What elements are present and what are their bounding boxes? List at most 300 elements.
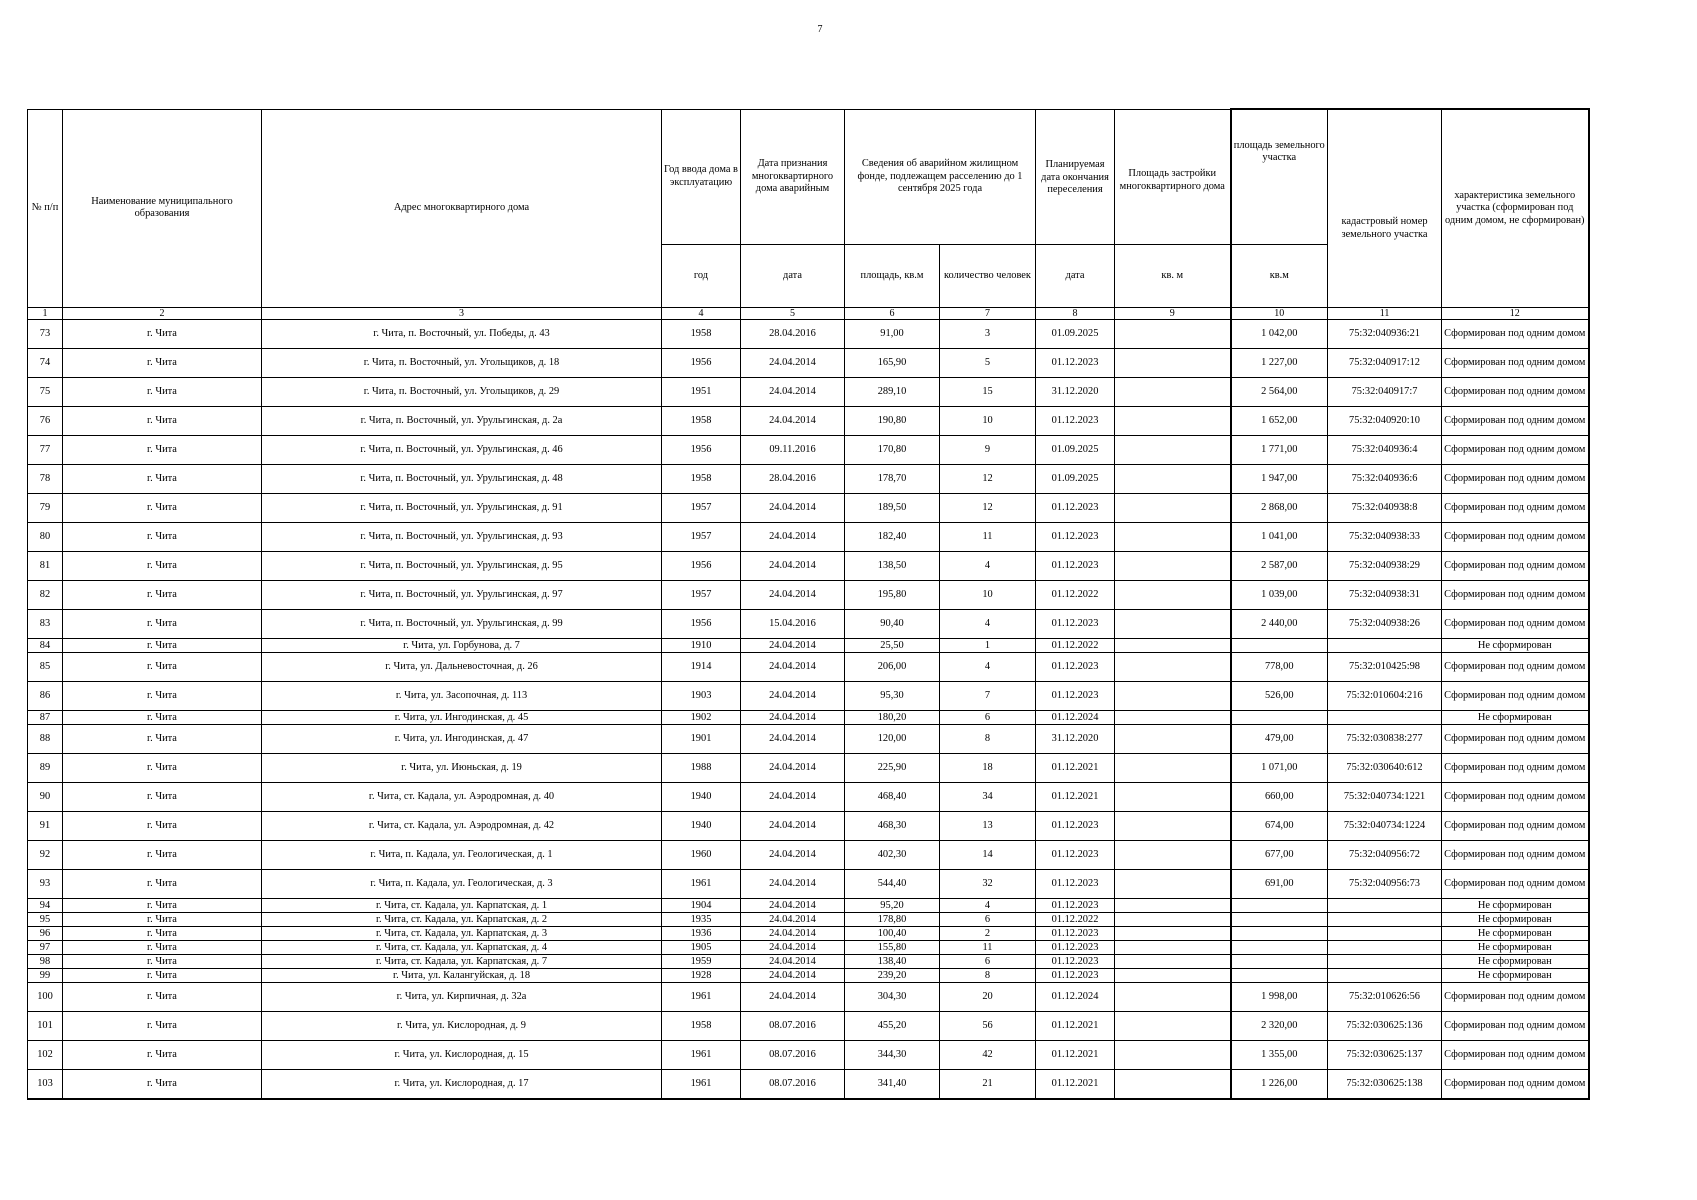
cell-commission-year: 1940 (662, 812, 741, 841)
cell-land-area: 1 355,00 (1231, 1041, 1328, 1070)
cell-land-area (1231, 941, 1328, 955)
cell-commission-year: 1940 (662, 783, 741, 812)
cell-emergency-date: 24.04.2014 (741, 841, 845, 870)
cell-row-number: 74 (28, 349, 63, 378)
cell-municipality: г. Чита (63, 465, 262, 494)
cell-address: г. Чита, п. Восточный, ул. Урульгинская, д. 95 (262, 552, 662, 581)
cell-people: 9 (940, 436, 1036, 465)
cell-municipality: г. Чита (63, 552, 262, 581)
table-row (28, 899, 1589, 913)
column-number: 12 (1442, 308, 1589, 320)
cell-commission-year: 1960 (662, 841, 741, 870)
cell-building-area (1115, 955, 1231, 969)
cell-planned-date: 01.12.2023 (1036, 927, 1115, 941)
cell-land-characteristic: Сформирован под одним домом (1442, 465, 1589, 494)
table-row (28, 941, 1589, 955)
cell-cadastral-number: 75:32:030625:138 (1328, 1070, 1442, 1100)
cell-land-characteristic: Не сформирован (1442, 941, 1589, 955)
cell-address: г. Чита, ул. Кирпичная, д. 32а (262, 983, 662, 1012)
cell-land-area (1231, 711, 1328, 725)
cell-planned-date: 01.12.2023 (1036, 407, 1115, 436)
cell-cadastral-number (1328, 899, 1442, 913)
table-row (28, 349, 1589, 378)
cell-people: 6 (940, 913, 1036, 927)
cell-planned-date: 01.12.2021 (1036, 1012, 1115, 1041)
cell-building-area (1115, 711, 1231, 725)
cell-cadastral-number: 75:32:040920:10 (1328, 407, 1442, 436)
cell-address: г. Чита, ул. Дальневосточная, д. 26 (262, 653, 662, 682)
cell-municipality: г. Чита (63, 913, 262, 927)
cell-land-characteristic: Сформирован под одним домом (1442, 682, 1589, 711)
cell-area: 239,20 (845, 969, 940, 983)
cell-address: г. Чита, ул. Ингодинская, д. 45 (262, 711, 662, 725)
cell-cadastral-number (1328, 639, 1442, 653)
cell-emergency-date: 09.11.2016 (741, 436, 845, 465)
cell-commission-year: 1958 (662, 465, 741, 494)
cell-people: 4 (940, 552, 1036, 581)
cell-cadastral-number: 75:32:040734:1224 (1328, 812, 1442, 841)
cell-land-characteristic: Сформирован под одним домом (1442, 581, 1589, 610)
column-number: 2 (63, 308, 262, 320)
cell-municipality: г. Чита (63, 407, 262, 436)
cell-municipality: г. Чита (63, 983, 262, 1012)
cell-planned-date: 01.12.2023 (1036, 841, 1115, 870)
cell-emergency-date: 24.04.2014 (741, 754, 845, 783)
cell-planned-date: 01.12.2024 (1036, 711, 1115, 725)
cell-building-area (1115, 969, 1231, 983)
cell-planned-date: 01.12.2021 (1036, 1041, 1115, 1070)
column-number: 1 (28, 308, 63, 320)
cell-planned-date: 01.12.2021 (1036, 1070, 1115, 1100)
cell-commission-year: 1957 (662, 494, 741, 523)
cell-commission-year: 1905 (662, 941, 741, 955)
cell-planned-date: 01.12.2023 (1036, 552, 1115, 581)
cell-planned-date: 01.12.2023 (1036, 653, 1115, 682)
cell-area: 195,80 (845, 581, 940, 610)
cell-area: 190,80 (845, 407, 940, 436)
cell-area: 468,30 (845, 812, 940, 841)
cell-planned-date: 01.12.2021 (1036, 754, 1115, 783)
cell-row-number: 101 (28, 1012, 63, 1041)
cell-area: 120,00 (845, 725, 940, 754)
cell-land-area: 1 226,00 (1231, 1070, 1328, 1100)
column-number: 7 (940, 308, 1036, 320)
cell-municipality: г. Чита (63, 653, 262, 682)
cell-land-characteristic: Не сформирован (1442, 899, 1589, 913)
cell-address: г. Чита, ул. Ингодинская, д. 47 (262, 725, 662, 754)
cell-municipality: г. Чита (63, 941, 262, 955)
cell-land-area: 691,00 (1231, 870, 1328, 899)
column-number: 9 (1115, 308, 1231, 320)
cell-land-area: 1 042,00 (1231, 320, 1328, 349)
table-row (28, 754, 1589, 783)
header-commission-year: Год ввода дома в эксплуатацию (662, 109, 741, 245)
column-number: 3 (262, 308, 662, 320)
cell-address: г. Чита, п. Кадала, ул. Геологическая, д. 3 (262, 870, 662, 899)
cell-emergency-date: 24.04.2014 (741, 955, 845, 969)
cell-building-area (1115, 349, 1231, 378)
cell-area: 91,00 (845, 320, 940, 349)
cell-municipality: г. Чита (63, 1070, 262, 1100)
cell-building-area (1115, 899, 1231, 913)
cell-municipality: г. Чита (63, 494, 262, 523)
cell-planned-date: 01.12.2022 (1036, 639, 1115, 653)
cell-commission-year: 1956 (662, 552, 741, 581)
cell-cadastral-number: 75:32:030838:277 (1328, 725, 1442, 754)
cell-land-area (1231, 639, 1328, 653)
cell-land-characteristic: Сформирован под одним домом (1442, 983, 1589, 1012)
cell-emergency-date: 24.04.2014 (741, 725, 845, 754)
table-row (28, 581, 1589, 610)
column-number: 10 (1231, 308, 1328, 320)
cell-cadastral-number: 75:32:010626:56 (1328, 983, 1442, 1012)
cell-row-number: 94 (28, 899, 63, 913)
table-row (28, 552, 1589, 581)
cell-area: 544,40 (845, 870, 940, 899)
cell-cadastral-number: 75:32:010604:216 (1328, 682, 1442, 711)
cell-people: 56 (940, 1012, 1036, 1041)
column-number: 11 (1328, 308, 1442, 320)
table-row (28, 639, 1589, 653)
cell-planned-date: 01.12.2023 (1036, 941, 1115, 955)
cell-address: г. Чита, ст. Кадала, ул. Карпатская, д. 2 (262, 913, 662, 927)
cell-address: г. Чита, п. Восточный, ул. Урульгинская, д. 48 (262, 465, 662, 494)
table-row (28, 969, 1589, 983)
cell-building-area (1115, 1070, 1231, 1100)
cell-emergency-date: 24.04.2014 (741, 941, 845, 955)
cell-commission-year: 1914 (662, 653, 741, 682)
table-row (28, 523, 1589, 552)
cell-emergency-date: 24.04.2014 (741, 899, 845, 913)
cell-planned-date: 01.12.2024 (1036, 983, 1115, 1012)
cell-emergency-date: 24.04.2014 (741, 378, 845, 407)
cell-land-characteristic: Сформирован под одним домом (1442, 436, 1589, 465)
cell-land-area: 660,00 (1231, 783, 1328, 812)
table-row (28, 1012, 1589, 1041)
cell-row-number: 85 (28, 653, 63, 682)
cell-address: г. Чита, п. Восточный, ул. Победы, д. 43 (262, 320, 662, 349)
cell-cadastral-number: 75:32:040734:1221 (1328, 783, 1442, 812)
table-row (28, 378, 1589, 407)
cell-building-area (1115, 653, 1231, 682)
cell-building-area (1115, 812, 1231, 841)
cell-row-number: 99 (28, 969, 63, 983)
cell-row-number: 90 (28, 783, 63, 812)
cell-cadastral-number: 75:32:040956:73 (1328, 870, 1442, 899)
cell-row-number: 92 (28, 841, 63, 870)
cell-cadastral-number: 75:32:040917:7 (1328, 378, 1442, 407)
cell-planned-date: 01.12.2023 (1036, 969, 1115, 983)
cell-address: г. Чита, п. Восточный, ул. Урульгинская, д. 91 (262, 494, 662, 523)
cell-land-area (1231, 955, 1328, 969)
cell-row-number: 76 (28, 407, 63, 436)
cell-area: 341,40 (845, 1070, 940, 1100)
cell-land-characteristic: Сформирован под одним домом (1442, 1012, 1589, 1041)
cell-land-area: 778,00 (1231, 653, 1328, 682)
cell-emergency-date: 08.07.2016 (741, 1041, 845, 1070)
cell-cadastral-number: 75:32:040938:31 (1328, 581, 1442, 610)
cell-building-area (1115, 378, 1231, 407)
cell-land-characteristic: Не сформирован (1442, 711, 1589, 725)
table-row (28, 870, 1589, 899)
cell-address: г. Чита, ул. Кислородная, д. 15 (262, 1041, 662, 1070)
cell-building-area (1115, 523, 1231, 552)
cell-commission-year: 1956 (662, 349, 741, 378)
table-row (28, 783, 1589, 812)
cell-municipality: г. Чита (63, 711, 262, 725)
table-row (28, 913, 1589, 927)
cell-municipality: г. Чита (63, 969, 262, 983)
cell-people: 34 (940, 783, 1036, 812)
cell-land-characteristic: Сформирован под одним домом (1442, 1070, 1589, 1100)
cell-land-characteristic: Сформирован под одним домом (1442, 349, 1589, 378)
table-row (28, 436, 1589, 465)
cell-area: 304,30 (845, 983, 940, 1012)
table-row (28, 465, 1589, 494)
cell-cadastral-number (1328, 711, 1442, 725)
cell-people: 11 (940, 941, 1036, 955)
cell-people: 18 (940, 754, 1036, 783)
cell-area: 138,40 (845, 955, 940, 969)
cell-emergency-date: 24.04.2014 (741, 407, 845, 436)
cell-cadastral-number (1328, 955, 1442, 969)
header-sub-area: площадь, кв.м (845, 245, 940, 308)
table-row (28, 407, 1589, 436)
cell-cadastral-number (1328, 941, 1442, 955)
cell-land-area: 1 771,00 (1231, 436, 1328, 465)
table-row (28, 812, 1589, 841)
header-emergency-fund-info: Сведения об аварийном жилищном фонде, подлежащем расселению до 1 сентября 2025 года (845, 109, 1036, 245)
header-planned-end-date: Планируемая дата окончания переселения (1036, 109, 1115, 245)
cell-people: 4 (940, 899, 1036, 913)
cell-row-number: 82 (28, 581, 63, 610)
cell-row-number: 77 (28, 436, 63, 465)
cell-area: 138,50 (845, 552, 940, 581)
cell-address: г. Чита, п. Восточный, ул. Урульгинская, д. 46 (262, 436, 662, 465)
cell-cadastral-number: 75:32:040936:21 (1328, 320, 1442, 349)
cell-cadastral-number: 75:32:030625:137 (1328, 1041, 1442, 1070)
cell-cadastral-number (1328, 913, 1442, 927)
cell-planned-date: 01.09.2025 (1036, 436, 1115, 465)
cell-row-number: 93 (28, 870, 63, 899)
header-land-characteristic: характеристика земельного участка (сформирован под одним домом, не сформирован) (1442, 109, 1589, 308)
cell-municipality: г. Чита (63, 927, 262, 941)
cell-land-characteristic: Не сформирован (1442, 639, 1589, 653)
cell-row-number: 100 (28, 983, 63, 1012)
cell-land-area: 1 652,00 (1231, 407, 1328, 436)
cell-row-number: 97 (28, 941, 63, 955)
cell-planned-date: 01.12.2023 (1036, 494, 1115, 523)
cell-cadastral-number: 75:32:040938:29 (1328, 552, 1442, 581)
cell-building-area (1115, 465, 1231, 494)
cell-land-characteristic: Сформирован под одним домом (1442, 812, 1589, 841)
column-number-row (28, 308, 1589, 320)
cell-row-number: 80 (28, 523, 63, 552)
header-sub-plan-date: дата (1036, 245, 1115, 308)
cell-area: 100,40 (845, 927, 940, 941)
cell-land-characteristic: Сформирован под одним домом (1442, 754, 1589, 783)
table-row (28, 725, 1589, 754)
cell-row-number: 83 (28, 610, 63, 639)
cell-address: г. Чита, ст. Кадала, ул. Карпатская, д. 3 (262, 927, 662, 941)
header-building-area: Площадь застройки многоквартирного дома (1115, 109, 1231, 245)
cell-municipality: г. Чита (63, 581, 262, 610)
cell-row-number: 81 (28, 552, 63, 581)
table-body (28, 320, 1589, 1100)
cell-emergency-date: 24.04.2014 (741, 653, 845, 682)
cell-address: г. Чита, ул. Кислородная, д. 17 (262, 1070, 662, 1100)
cell-land-area: 2 564,00 (1231, 378, 1328, 407)
header-cadastral-number: кадастровый номер земельного участка (1328, 109, 1442, 308)
cell-planned-date: 01.12.2023 (1036, 899, 1115, 913)
cell-people: 5 (940, 349, 1036, 378)
cell-municipality: г. Чита (63, 682, 262, 711)
cell-cadastral-number: 75:32:030640:612 (1328, 754, 1442, 783)
cell-planned-date: 31.12.2020 (1036, 725, 1115, 754)
cell-land-area: 479,00 (1231, 725, 1328, 754)
cell-people: 20 (940, 983, 1036, 1012)
cell-cadastral-number: 75:32:040938:8 (1328, 494, 1442, 523)
header-address: Адрес многоквартирного дома (262, 109, 662, 308)
table-row (28, 494, 1589, 523)
cell-commission-year: 1928 (662, 969, 741, 983)
header-row-number: № п/п (28, 109, 63, 308)
cell-building-area (1115, 870, 1231, 899)
cell-land-area: 2 587,00 (1231, 552, 1328, 581)
cell-land-characteristic: Сформирован под одним домом (1442, 320, 1589, 349)
cell-building-area (1115, 941, 1231, 955)
cell-land-characteristic: Сформирован под одним домом (1442, 653, 1589, 682)
cell-building-area (1115, 639, 1231, 653)
cell-address: г. Чита, п. Кадала, ул. Геологическая, д. 1 (262, 841, 662, 870)
cell-municipality: г. Чита (63, 523, 262, 552)
cell-cadastral-number: 75:32:040917:12 (1328, 349, 1442, 378)
cell-address: г. Чита, п. Восточный, ул. Урульгинская, д. 97 (262, 581, 662, 610)
cell-land-area: 2 440,00 (1231, 610, 1328, 639)
cell-land-characteristic: Не сформирован (1442, 969, 1589, 983)
cell-building-area (1115, 581, 1231, 610)
table-header (28, 109, 1589, 320)
cell-municipality: г. Чита (63, 870, 262, 899)
cell-address: г. Чита, ул. Горбунова, д. 7 (262, 639, 662, 653)
cell-building-area (1115, 1012, 1231, 1041)
cell-people: 6 (940, 955, 1036, 969)
cell-commission-year: 1961 (662, 1070, 741, 1100)
cell-municipality: г. Чита (63, 783, 262, 812)
cell-people: 1 (940, 639, 1036, 653)
cell-emergency-date: 15.04.2016 (741, 610, 845, 639)
table-row (28, 653, 1589, 682)
cell-planned-date: 31.12.2020 (1036, 378, 1115, 407)
cell-emergency-date: 24.04.2014 (741, 711, 845, 725)
cell-people: 11 (940, 523, 1036, 552)
page-number: 7 (817, 24, 823, 35)
cell-row-number: 87 (28, 711, 63, 725)
cell-land-area: 2 320,00 (1231, 1012, 1328, 1041)
cell-building-area (1115, 436, 1231, 465)
cell-commission-year: 1959 (662, 955, 741, 969)
cell-planned-date: 01.12.2023 (1036, 523, 1115, 552)
cell-building-area (1115, 320, 1231, 349)
cell-emergency-date: 24.04.2014 (741, 523, 845, 552)
cell-address: г. Чита, ст. Кадала, ул. Карпатская, д. 1 (262, 899, 662, 913)
cell-cadastral-number: 75:32:010425:98 (1328, 653, 1442, 682)
cell-row-number: 103 (28, 1070, 63, 1100)
cell-land-area (1231, 969, 1328, 983)
cell-area: 182,40 (845, 523, 940, 552)
cell-commission-year: 1957 (662, 523, 741, 552)
cell-address: г. Чита, ул. Калангуйская, д. 18 (262, 969, 662, 983)
cell-address: г. Чита, п. Восточный, ул. Урульгинская, д. 99 (262, 610, 662, 639)
cell-commission-year: 1910 (662, 639, 741, 653)
cell-municipality: г. Чита (63, 436, 262, 465)
cell-building-area (1115, 927, 1231, 941)
cell-area: 178,80 (845, 913, 940, 927)
cell-commission-year: 1901 (662, 725, 741, 754)
header-sub-land-unit: кв.м (1231, 245, 1328, 308)
cell-municipality: г. Чита (63, 610, 262, 639)
header-sub-year: год (662, 245, 741, 308)
cell-building-area (1115, 682, 1231, 711)
cell-cadastral-number: 75:32:040938:33 (1328, 523, 1442, 552)
cell-row-number: 88 (28, 725, 63, 754)
cell-land-area: 1 039,00 (1231, 581, 1328, 610)
cell-commission-year: 1958 (662, 407, 741, 436)
cell-land-characteristic: Сформирован под одним домом (1442, 407, 1589, 436)
cell-land-characteristic: Сформирован под одним домом (1442, 523, 1589, 552)
cell-land-area: 526,00 (1231, 682, 1328, 711)
header-municipality: Наименование муниципального образования (63, 109, 262, 308)
cell-commission-year: 1961 (662, 983, 741, 1012)
cell-people: 7 (940, 682, 1036, 711)
cell-people: 10 (940, 407, 1036, 436)
cell-row-number: 84 (28, 639, 63, 653)
cell-area: 344,30 (845, 1041, 940, 1070)
cell-people: 42 (940, 1041, 1036, 1070)
cell-land-area: 1 071,00 (1231, 754, 1328, 783)
table-row (28, 711, 1589, 725)
cell-building-area (1115, 983, 1231, 1012)
cell-emergency-date: 24.04.2014 (741, 969, 845, 983)
cell-land-area: 674,00 (1231, 812, 1328, 841)
cell-emergency-date: 24.04.2014 (741, 983, 845, 1012)
cell-area: 25,50 (845, 639, 940, 653)
cell-commission-year: 1935 (662, 913, 741, 927)
cell-emergency-date: 24.04.2014 (741, 581, 845, 610)
cell-area: 180,20 (845, 711, 940, 725)
cell-emergency-date: 08.07.2016 (741, 1012, 845, 1041)
cell-people: 21 (940, 1070, 1036, 1100)
column-number: 6 (845, 308, 940, 320)
cell-commission-year: 1904 (662, 899, 741, 913)
cell-land-characteristic: Сформирован под одним домом (1442, 1041, 1589, 1070)
cell-building-area (1115, 754, 1231, 783)
column-number: 8 (1036, 308, 1115, 320)
cell-row-number: 95 (28, 913, 63, 927)
table-row (28, 983, 1589, 1012)
cell-planned-date: 01.12.2023 (1036, 812, 1115, 841)
cell-cadastral-number (1328, 927, 1442, 941)
cell-row-number: 79 (28, 494, 63, 523)
cell-commission-year: 1936 (662, 927, 741, 941)
cell-emergency-date: 24.04.2014 (741, 349, 845, 378)
table-row (28, 955, 1589, 969)
cell-address: г. Чита, п. Восточный, ул. Угольщиков, д. 29 (262, 378, 662, 407)
cell-area: 225,90 (845, 754, 940, 783)
cell-people: 4 (940, 653, 1036, 682)
cell-area: 206,00 (845, 653, 940, 682)
cell-cadastral-number: 75:32:040936:6 (1328, 465, 1442, 494)
